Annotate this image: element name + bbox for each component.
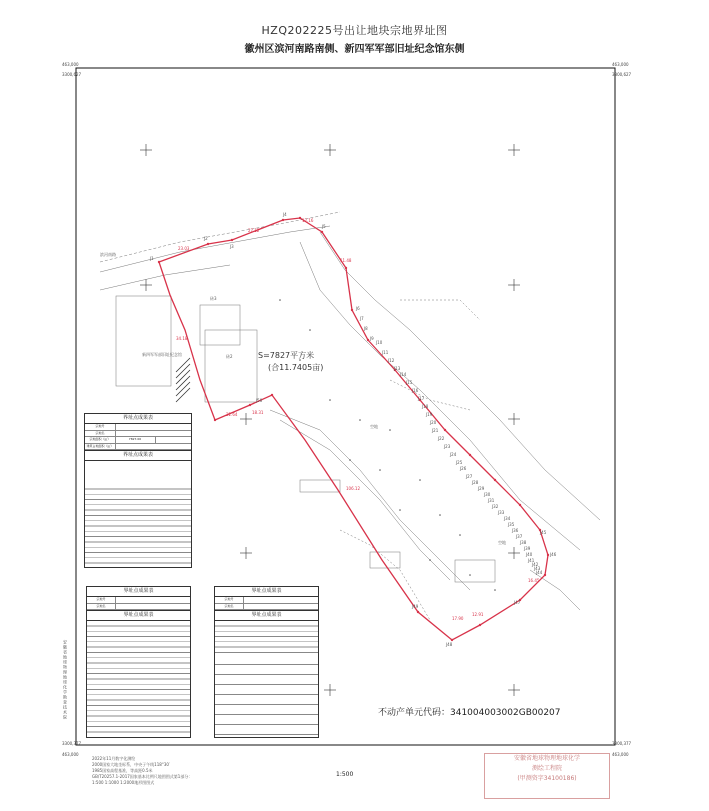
vertex-label: J42 — [532, 562, 539, 567]
table-title: 界址点成果表 — [85, 414, 191, 424]
boundary-table-right — [214, 586, 319, 738]
coord-top-left-y: 3300,627 — [62, 72, 82, 77]
notes-block — [92, 756, 192, 786]
table-grid-empty — [215, 655, 318, 737]
vertex-label: J33 — [498, 510, 505, 515]
edge-length: 34.18 — [176, 336, 188, 341]
vertex-label: J18 — [422, 404, 429, 409]
edge-length: 12.16 — [302, 218, 314, 223]
table-row-label: 宗地号 — [87, 597, 116, 603]
coord-top-right-x: 463,000 — [612, 62, 629, 67]
vertex-label: J4 — [283, 212, 287, 217]
table-row-label: 建筑占地面积（㎡） — [85, 444, 116, 450]
coord-top-left-x: 463,000 — [62, 62, 79, 67]
vertex-label: J41 — [528, 558, 535, 563]
note-line: 1:500 1:1000 1:2000地形图图式 — [92, 780, 155, 785]
vertex-label: J47 — [514, 600, 521, 605]
vertex-label: J14 — [400, 372, 407, 377]
coord-bottom-right-y: 463,000 — [612, 752, 629, 757]
edge-length: 11.48 — [340, 258, 352, 263]
surveyor-vertical: 安徽省地球物理地球化学勘查技术院 — [63, 640, 68, 720]
vertex-label: J35 — [508, 522, 515, 527]
vertex-label: J27 — [466, 474, 473, 479]
vertex-label: J3 — [230, 244, 234, 249]
table-subtitle: 界址点成果表 — [215, 610, 318, 621]
vertex-label: J9 — [370, 336, 374, 341]
edge-length: 12.91 — [472, 612, 484, 617]
vertex-label: J50 — [256, 398, 263, 403]
building-label: 砖2 — [226, 354, 233, 359]
vertex-label: J20 — [430, 420, 437, 425]
table-row-label: 宗地名 — [85, 431, 116, 437]
parcel-area: S=7827平方米 — [258, 351, 315, 360]
grid-crosses — [140, 144, 523, 696]
vertex-label: J30 — [484, 492, 491, 497]
vertex-label: J7 — [360, 316, 364, 321]
boundary-table-left — [86, 586, 191, 738]
vertex-label: J6 — [356, 306, 360, 311]
table-subtitle: 界址点成果表 — [87, 610, 190, 621]
vertex-label: J48 — [446, 642, 453, 647]
edge-length: 18.31 — [252, 410, 264, 415]
vertex-label: J26 — [460, 466, 467, 471]
table-row-label: 宗地号 — [215, 597, 244, 603]
vertex-label: J23 — [444, 444, 451, 449]
vertex-label: J45 — [540, 530, 547, 535]
table-row-label: 宗地号 — [85, 424, 116, 430]
vertex-label: J22 — [438, 436, 445, 441]
parcel-boundary — [159, 218, 548, 640]
vertex-label: J13 — [394, 366, 401, 371]
vertex-label: J8 — [364, 326, 368, 331]
vertex-label: J2 — [204, 236, 208, 241]
note-line: 1985国家高程基准，等高距0.5米 — [92, 768, 153, 773]
boundary-table-main — [84, 413, 192, 568]
vertex-label: J29 — [478, 486, 485, 491]
vertex-label: J11 — [382, 350, 389, 355]
vertex-label: J28 — [472, 480, 479, 485]
coord-bottom-right-x: 3300,377 — [612, 741, 632, 746]
vertex-label: J37 — [516, 534, 523, 539]
edge-length: 22.64 — [226, 412, 238, 417]
vertex-label: J24 — [450, 452, 457, 457]
surveyor-stamp — [484, 753, 610, 799]
edge-length: 106.12 — [346, 486, 360, 491]
table-title: 界址点成果表 — [215, 587, 318, 597]
vertex-label: J44 — [536, 570, 543, 575]
vertex-label: J49 — [412, 604, 419, 609]
map-scale: 1:500 — [336, 771, 354, 778]
vertex-label: J12 — [388, 358, 395, 363]
page-subtitle: 徽州区滨河南路南侧、新四军军部旧址纪念馆东侧 — [244, 44, 465, 55]
vertex-label: J17 — [418, 396, 425, 401]
table-row-label: 宗地名 — [87, 604, 116, 610]
vertex-label: J25 — [456, 460, 463, 465]
table-grid — [87, 621, 190, 736]
vertex-label: J1 — [150, 256, 154, 261]
vertex-label: J19 — [426, 412, 433, 417]
table-grid — [85, 484, 191, 566]
vertex-label: J40 — [526, 552, 533, 557]
edge-length: 27.12 — [248, 228, 260, 233]
vertex-label: J31 — [488, 498, 495, 503]
table-cell-area: 7827.00 — [115, 437, 156, 443]
vertex-label: J5 — [322, 224, 326, 229]
vertex-label: J10 — [376, 340, 383, 345]
parcel-area-mu: (合11.7405亩) — [268, 363, 324, 372]
vertex-label: J43 — [534, 566, 541, 571]
table-grid — [215, 621, 318, 655]
stamp-line: 安徽省地球物理地球化学 — [513, 755, 580, 762]
note-line: 2022年11月数字化测绘 — [92, 756, 136, 761]
edge-length: 16.45 — [528, 578, 540, 583]
landmark-label: 新四军军部旧址纪念馆 — [142, 352, 182, 357]
building-label: 砖3 — [210, 296, 217, 301]
vertex-label: J15 — [406, 380, 413, 385]
vertex-label: J16 — [412, 388, 419, 393]
table-row-label: 宗地名 — [215, 604, 244, 610]
vertex-label: J21 — [432, 428, 439, 433]
edge-length: 23.03 — [178, 246, 190, 251]
stamp-line: (甲测资字34100186) — [517, 775, 577, 782]
table-subtitle: 界址点成果表 — [85, 450, 191, 461]
vertex-label: J46 — [550, 552, 557, 557]
map-label: 空地 — [370, 424, 378, 429]
stamp-line: 测绘工程院 — [531, 765, 562, 772]
road-label: 滨河南路 — [100, 252, 116, 257]
parcel-vertices — [158, 217, 549, 641]
note-line: GB/T20257.1-2017国家基本比例尺地图图式第1部分： — [92, 774, 193, 779]
vertex-label: J39 — [524, 546, 531, 551]
vertex-label: J38 — [520, 540, 527, 545]
vertex-label: J36 — [512, 528, 519, 533]
table-row-label: 宗地面积（㎡） — [85, 437, 116, 443]
vertex-label: J34 — [504, 516, 511, 521]
edge-length: 17.90 — [452, 616, 464, 621]
page-title: HZQ202225号出让地块宗地界址图 — [261, 24, 448, 37]
coord-top-right-y: 3300,627 — [612, 72, 632, 77]
map-label: 空地 — [498, 540, 506, 545]
table-title: 界址点成果表 — [87, 587, 190, 597]
vertex-label: J32 — [492, 504, 499, 509]
note-line: 2000国家大地坐标系，中央子午线118°30′ — [92, 762, 170, 767]
coord-bottom-left-x: 3300,377 — [62, 741, 82, 746]
coord-bottom-left-y: 463,000 — [62, 752, 79, 757]
property-unit-code: 不动产单元代码：341004003002GB00207 — [378, 708, 561, 718]
